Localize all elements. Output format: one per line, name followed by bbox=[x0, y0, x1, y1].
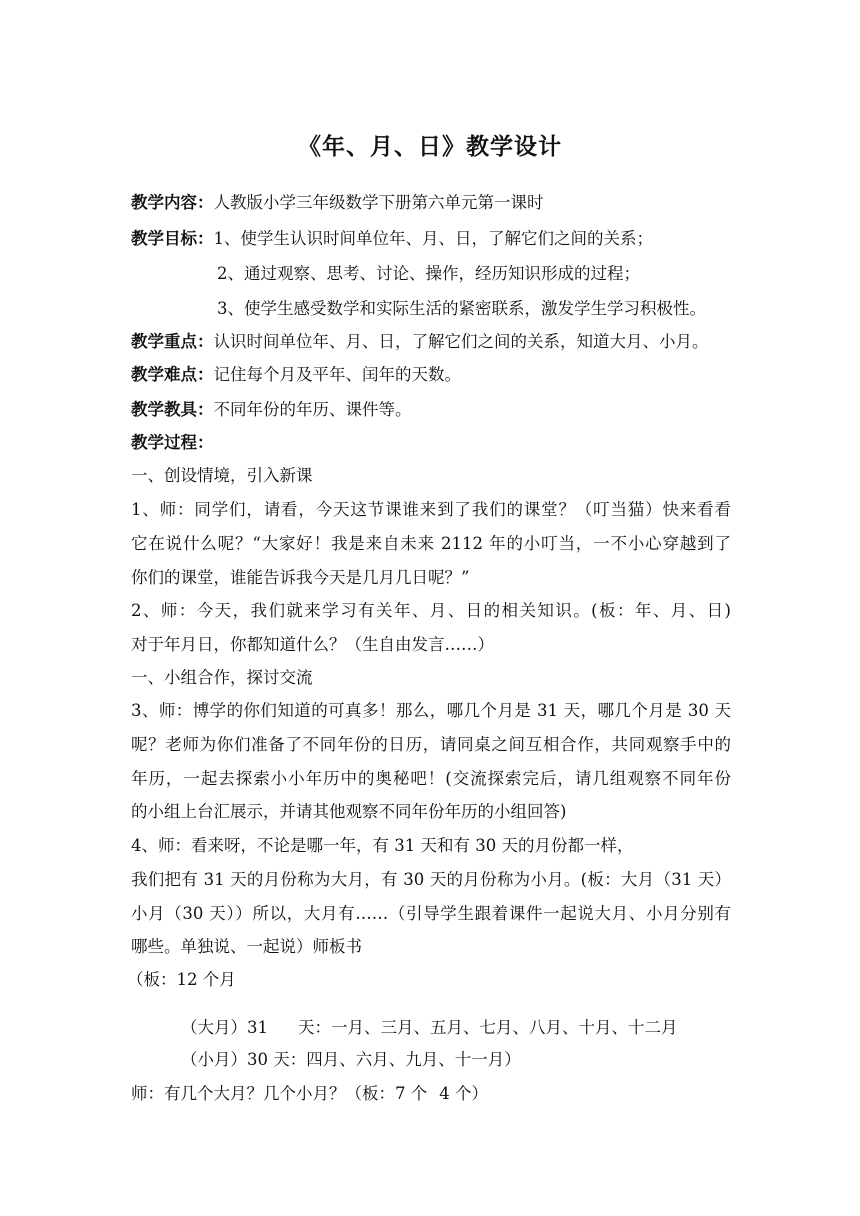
teaching-goal-1: 1、使学生认识时间单位年、月、日，了解它们之间的关系； bbox=[213, 229, 653, 248]
section-heading-2: 一、小组合作，探讨交流 bbox=[131, 668, 313, 687]
teaching-difficulty-label: 教学难点： bbox=[131, 365, 214, 384]
teaching-tools-text: 不同年份的年历、课件等。 bbox=[213, 400, 412, 419]
paragraph-3-line-1: 3、师：博学的你们知道的可真多！那么，哪几个月是 31 天，哪几个月是 30 天 bbox=[131, 701, 731, 720]
teaching-goal-3: 3、使学生感受数学和实际生活的紧密联系，激发学生学习积极性。 bbox=[217, 299, 706, 318]
small-month-line: （小月）30 天：四月、六月、九月、十一月） bbox=[181, 1050, 521, 1069]
question-prefix: 师：有几个大月？几个小月？（板：7 个 bbox=[131, 1084, 428, 1103]
big-month-prefix: （大月）31 bbox=[181, 1018, 268, 1037]
question-suffix: 4 个） bbox=[439, 1084, 488, 1103]
paragraph-3-line-3: 年历，一起去探索小小年历中的奥秘吧！(交流探索完后，请几组观察不同年份 bbox=[131, 769, 731, 788]
big-month-rest: 天：一月、三月、五月、七月、八月、十月、十二月 bbox=[298, 1018, 678, 1037]
teaching-key-text: 认识时间单位年、月、日，了解它们之间的关系，知道大月、小月。 bbox=[213, 332, 709, 351]
teaching-content-line bbox=[131, 191, 731, 215]
paragraph-1-line-1: 1、师：同学们，请看，今天这节课谁来到了我们的课堂？（叮当猫）快来看看 bbox=[131, 500, 731, 519]
board-label: （板：12 个月 bbox=[127, 970, 236, 989]
paragraph-1-line-2: 它在说什么呢？“大家好！我是来自未来 2112 年的小叮当，一不小心穿越到了 bbox=[131, 534, 731, 553]
paragraph-3-line-4: 的小组上台汇展示，并请其他观察不同年份年历的小组回答) bbox=[131, 802, 567, 821]
paragraph-4-line-3: 小月（30 天））所以，大月有……（引导学生跟着课件一起说大月、小月分别有 bbox=[131, 904, 731, 923]
teaching-key-line bbox=[131, 330, 731, 354]
teaching-tools-line bbox=[131, 398, 731, 422]
teaching-goal-2: 2、通过观察、思考、讨论、操作，经历知识形成的过程； bbox=[217, 264, 640, 283]
teaching-tools-label: 教学教具： bbox=[131, 400, 214, 419]
section-heading-1: 一、创设情境，引入新课 bbox=[131, 466, 313, 485]
paragraph-1-line-3: 你们的课堂，谁能告诉我今天是几月几日呢？” bbox=[131, 568, 470, 587]
paragraph-4-line-1: 4、师：看来呀，不论是哪一年，有 31 天和有 30 天的月份都一样， bbox=[131, 836, 634, 855]
teaching-process-label: 教学过程： bbox=[131, 433, 214, 452]
paragraph-4-line-2: 我们把有 31 天的月份称为大月，有 30 天的月份称为小月。(板：大月（31 天） bbox=[131, 870, 731, 889]
teaching-difficulty-text: 记住每个月及平年、闰年的天数。 bbox=[213, 365, 461, 384]
paragraph-3-line-2: 呢？老师为你们准备了不同年份的日历，请同桌之间互相合作，共同观察手中的 bbox=[131, 735, 731, 754]
teaching-process-line bbox=[131, 431, 731, 455]
teaching-goals-line bbox=[131, 227, 731, 251]
question-line bbox=[131, 1082, 731, 1106]
paragraph-2-line-1: 2、师：今天，我们就来学习有关年、月、日的相关知识。(板：年、月、日) bbox=[131, 601, 731, 620]
paragraph-4-line-4: 哪些。单独说、一起说）师板书 bbox=[131, 937, 362, 956]
teaching-content-text: 人教版小学三年级数学下册第六单元第一课时 bbox=[213, 193, 544, 212]
teaching-difficulty-line bbox=[131, 363, 731, 387]
paragraph-2-line-2: 对于年月日，你都知道什么？（生自由发言……） bbox=[131, 635, 494, 654]
teaching-content-label: 教学内容： bbox=[131, 193, 214, 212]
teaching-key-label: 教学重点： bbox=[131, 332, 214, 351]
teaching-goals-label: 教学目标： bbox=[131, 229, 214, 248]
document-title: 《年、月、日》教学设计 bbox=[298, 134, 562, 160]
big-month-line bbox=[181, 1016, 731, 1040]
